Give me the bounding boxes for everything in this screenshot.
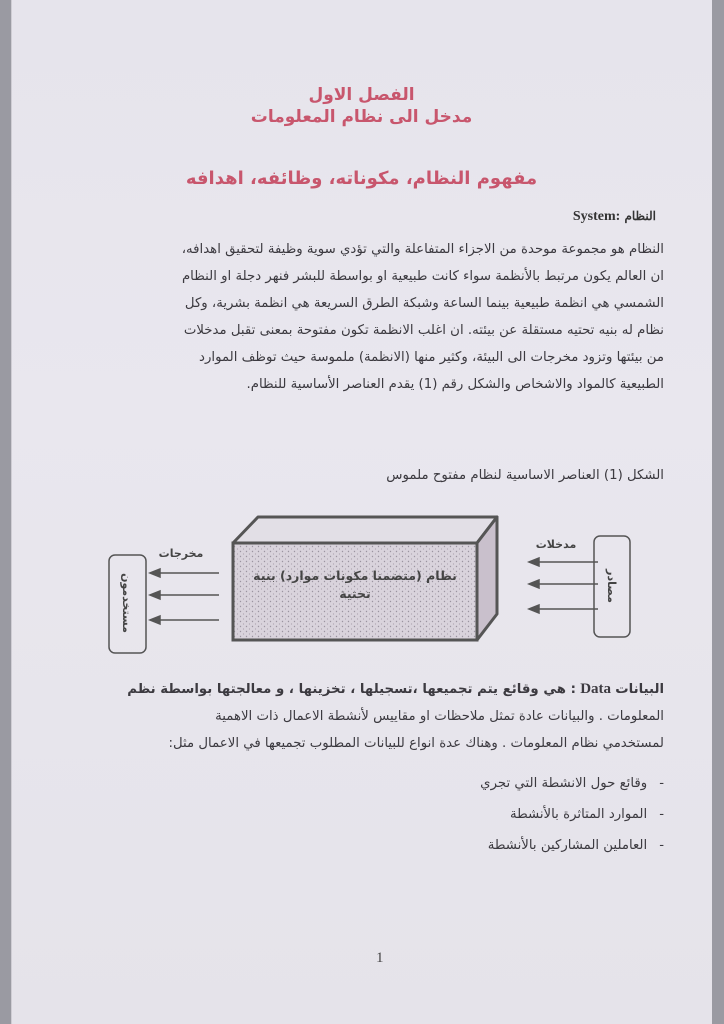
system-box-label-line1: نظام (متضمنا مكونات موارد) بنية	[253, 568, 457, 583]
system-box-label-line2: تحتية	[339, 586, 371, 601]
paragraph-line: من بيئتها وتزود مخرجات الى البيئة، وكثير منها (الانظمة) ملموسة حيث توظف الموارد	[199, 350, 664, 365]
data-paragraph-line	[52, 676, 664, 703]
data-paragraph	[52, 676, 664, 757]
users-label: مستخدمون	[120, 573, 133, 633]
bullet-text: وقائع حول الانشطة التي تجري	[480, 776, 648, 791]
page-number: 1	[376, 950, 384, 966]
data-term-arabic: البيانات	[615, 682, 664, 697]
paragraph-line: نظام له بنيه تحتيه مستقلة عن بيئته. ان اغلب الانظمة تكون مفتوحة بمعنى تقبل مدخلات	[183, 323, 664, 338]
data-paragraph-line: المعلومات . والبيانات عادة تمثل ملاحظات او مقاييس لأنشطة الاعمال ذات الاهمية	[215, 709, 664, 724]
system-heading-english: System:	[572, 209, 621, 224]
list-item	[480, 838, 664, 869]
bullet-marker: -	[659, 776, 664, 791]
box-top-face	[233, 517, 497, 543]
bullet-marker: -	[659, 838, 664, 853]
data-paragraph-line: لمستخدمي نظام المعلومات . وهناك عدة انواع للبيانات المطلوب تجميعها في الاعمال مثل:	[168, 736, 664, 751]
paragraph-line: النظام هو مجموعة موحدة من الاجزاء المتفاعلة والتي تؤدي سوية وظيفة لتحقيق اهدافه،	[181, 242, 664, 257]
chapter-heading: الفصل الاول	[308, 85, 415, 105]
data-term-english: Data	[580, 681, 612, 697]
document-page	[11, 0, 712, 1024]
bullet-text: العاملين المشاركين بالأنشطة	[487, 838, 648, 853]
system-heading-arabic: النظام	[624, 209, 656, 223]
inputs-label: مدخلات	[535, 538, 577, 551]
figure-caption: الشكل (1) العناصر الاساسية لنظام مفتوح ملموس	[386, 468, 664, 483]
paragraph-line: الطبيعية كالمواد والاشخاص والشكل رقم (1) يقدم العناصر الأساسية للنظام.	[246, 377, 664, 392]
chapter-title: مدخل الى نظام المعلومات	[250, 107, 473, 127]
list-item	[480, 807, 664, 838]
paragraph-line: الشمسي هي انظمة طبيعية بينما الساعة وشبكة الطرق السريعة هي انظمة بشرية، وكل	[184, 296, 664, 311]
section-heading: مفهوم النظام، مكوناته، وظائفه، اهدافه	[185, 168, 538, 189]
output-arrows	[150, 569, 219, 624]
open-system-diagram	[11, 0, 712, 1024]
sources-label: مصادر	[605, 569, 618, 603]
list-item	[480, 776, 664, 807]
data-types-list	[480, 776, 664, 869]
paragraph-line: ان العالم يكون مرتبط بالأنظمة سواء كانت طبيعية او بواسطة للبشر فنهر دجلة او النظام	[181, 269, 664, 284]
input-arrows	[529, 558, 598, 613]
bullet-text: الموارد المتاثرة بالأنشطة	[509, 807, 648, 822]
outputs-label: مخرجات	[158, 547, 204, 560]
bullet-marker: -	[659, 807, 664, 822]
data-definition: : هي وقائع يتم تجميعها ،تسجيلها ، تخزينها ، و معالجتها بواسطة نظم	[127, 682, 576, 697]
